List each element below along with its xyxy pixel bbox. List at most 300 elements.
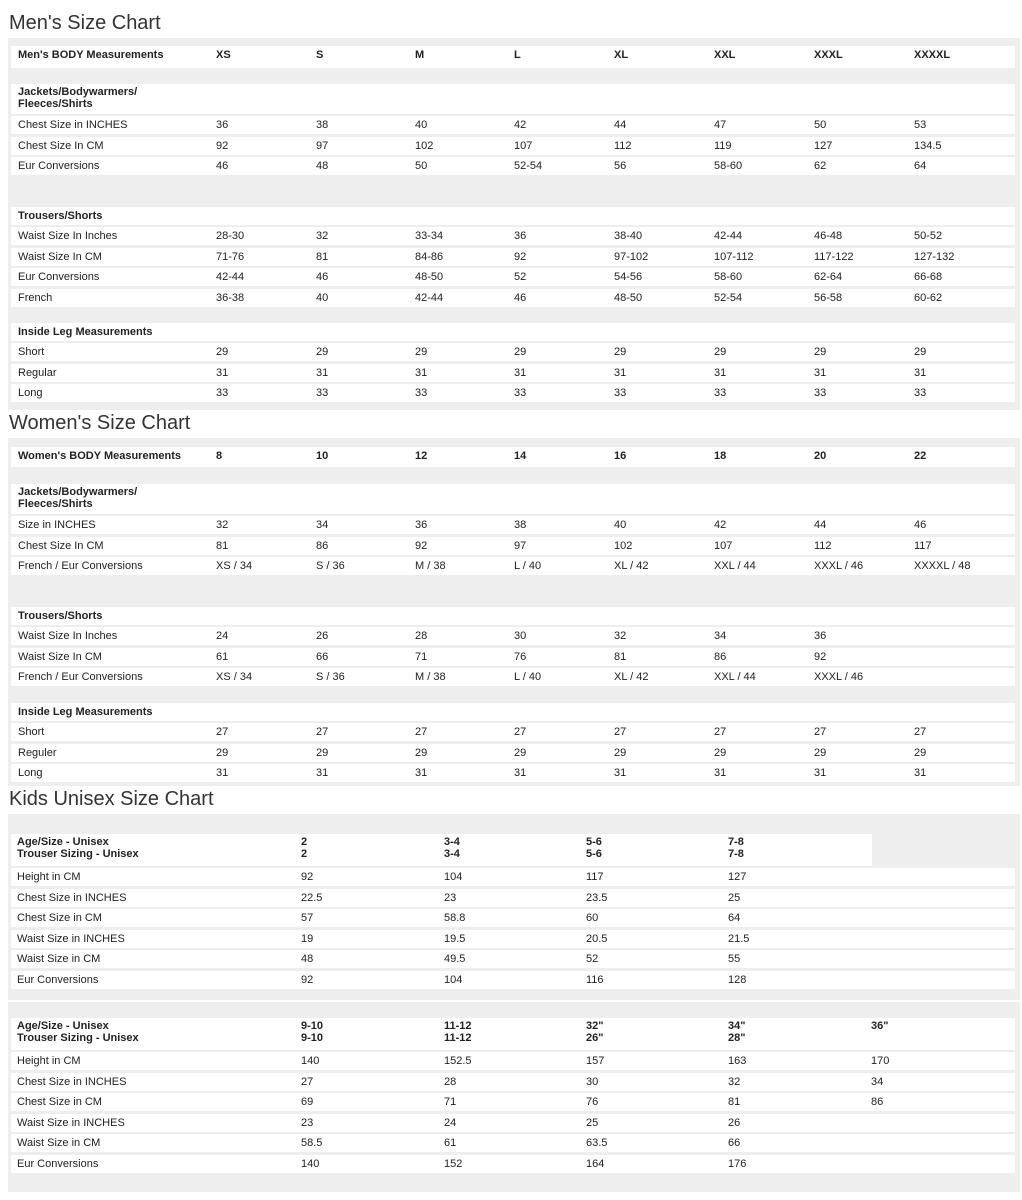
row-label: Women's BODY Measurements <box>18 450 181 462</box>
cell-value: 92 <box>216 139 229 152</box>
header-line1: 32" <box>586 1020 604 1032</box>
cell-value: L <box>514 49 521 61</box>
row-label: French <box>18 291 53 304</box>
cell-value: 57 <box>301 912 314 924</box>
cell-value: 81 <box>316 250 329 263</box>
header-line2: 5-6 <box>586 848 602 860</box>
cell-value <box>871 1020 888 1032</box>
header-line2: 9-10 <box>301 1032 324 1044</box>
header-line2: Trouser Sizing - Unisex <box>17 1032 139 1044</box>
header-line1: 36" <box>871 1020 889 1032</box>
cell-value: 71-76 <box>216 250 245 263</box>
cell-value: 50-52 <box>914 230 943 242</box>
cell-value: 46-48 <box>814 230 843 242</box>
header-line2: 7-8 <box>728 848 744 860</box>
cell-value: 42-44 <box>714 230 743 242</box>
cell-value: 170 <box>871 1055 890 1067</box>
cell-value: 50 <box>814 119 827 131</box>
cell-value: XS / 34 <box>216 671 253 683</box>
cell-value: 66 <box>728 1137 741 1149</box>
header-line1: Age/Size - Unisex <box>17 836 109 848</box>
section-heading: Inside Leg Measurements <box>18 706 153 718</box>
cell-value: 55 <box>728 953 741 965</box>
cell-value <box>728 1020 745 1044</box>
section-heading <box>18 86 137 110</box>
cell-value: 14 <box>514 450 527 462</box>
cell-value: 31 <box>415 767 428 779</box>
cell-value: S <box>316 49 324 61</box>
cell-value: 42-44 <box>216 271 245 283</box>
cell-value: 31 <box>216 767 229 779</box>
cell-value: S / 36 <box>316 671 345 683</box>
cell-value: 27 <box>814 726 827 738</box>
table-row <box>11 116 1015 134</box>
cell-value: 128 <box>728 973 747 986</box>
cell-value: L / 40 <box>514 671 542 683</box>
cell-value: 27 <box>216 726 229 738</box>
cell-value: 52 <box>586 953 599 965</box>
cell-value: 32 <box>614 630 627 642</box>
cell-value: 56-58 <box>814 291 843 304</box>
cell-value: XXXL / 46 <box>814 671 864 683</box>
cell-value: 54-56 <box>614 271 643 283</box>
cell-value: 23 <box>444 891 457 904</box>
cell-value: 34 <box>714 630 727 642</box>
cell-value: 134.5 <box>914 139 942 152</box>
header-line2: 28" <box>728 1032 746 1044</box>
cell-value: 92 <box>814 650 827 663</box>
mens-jackets-heading <box>11 84 1015 114</box>
cell-value: 46 <box>514 291 527 304</box>
cell-value: 64 <box>728 912 741 924</box>
cell-value: 29 <box>216 346 229 358</box>
row-label: Eur Conversions <box>17 973 99 986</box>
cell-value: 42-44 <box>415 291 444 304</box>
cell-value: 31 <box>415 366 428 379</box>
womens-chart-title: Women's Size Chart <box>9 412 191 434</box>
cell-value: 31 <box>814 767 827 779</box>
cell-value: 117 <box>914 539 932 552</box>
cell-value: S / 36 <box>316 560 345 572</box>
cell-value: 29 <box>714 346 727 358</box>
cell-value: 31 <box>714 366 727 379</box>
cell-value: 140 <box>301 1157 320 1170</box>
cell-value: 58-60 <box>714 271 743 283</box>
table-row <box>11 1052 1015 1070</box>
table-row <box>11 516 1015 534</box>
cell-value: 33 <box>216 387 229 399</box>
cell-value: 33 <box>514 387 527 399</box>
table-row <box>11 723 1015 741</box>
table-row <box>11 950 1015 968</box>
cell-value: 22 <box>914 450 927 462</box>
cell-value: 38 <box>316 119 329 131</box>
cell-value: 20.5 <box>586 932 608 945</box>
cell-value: 24 <box>444 1116 457 1129</box>
cell-value: 27 <box>415 726 428 738</box>
cell-value: 127 <box>814 139 833 152</box>
cell-value: 27 <box>714 726 727 738</box>
cell-value: 31 <box>914 767 927 779</box>
cell-value: 10 <box>316 450 329 462</box>
cell-value: 60 <box>586 912 599 924</box>
cell-value: 58.5 <box>301 1137 323 1149</box>
table-row <box>11 627 1015 645</box>
table-row <box>11 227 1015 245</box>
cell-value: 102 <box>614 539 633 552</box>
cell-value: 33 <box>614 387 627 399</box>
cell-value: 176 <box>728 1157 747 1170</box>
cell-value: 53 <box>914 119 927 131</box>
row-label: Chest Size In CM <box>18 539 104 552</box>
cell-value: 29 <box>914 346 927 358</box>
cell-value: 28 <box>444 1075 457 1088</box>
cell-value <box>728 836 744 860</box>
cell-value: 34 <box>871 1075 884 1088</box>
row-label: French / Eur Conversions <box>18 560 143 572</box>
table-row <box>11 1114 1015 1132</box>
cell-value <box>444 1020 472 1044</box>
cell-value: 48-50 <box>614 291 643 304</box>
cell-value: 29 <box>514 346 527 358</box>
cell-value: 152.5 <box>444 1055 472 1067</box>
cell-value: 152 <box>444 1157 463 1170</box>
cell-value: 44 <box>614 119 627 131</box>
cell-value: 44 <box>814 519 827 531</box>
cell-value: 32 <box>728 1075 741 1088</box>
cell-value: 18 <box>714 450 727 462</box>
cell-value: 97 <box>514 539 527 552</box>
row-label <box>17 1020 139 1044</box>
cell-value: 48 <box>301 953 314 965</box>
table-row <box>11 248 1015 266</box>
table-row <box>11 868 1015 886</box>
cell-value: 29 <box>316 746 329 759</box>
header-line1: 2 <box>301 836 308 848</box>
cell-value: 12 <box>415 450 428 462</box>
row-label: Waist Size In Inches <box>18 630 118 642</box>
row-label: Waist Size In CM <box>18 650 102 663</box>
header-line2: 11-12 <box>444 1032 472 1044</box>
cell-value: 28 <box>415 630 428 642</box>
table-row <box>11 384 1015 402</box>
cell-value: 52 <box>514 271 527 283</box>
cell-value: 97-102 <box>614 250 649 263</box>
womens-jackets-heading <box>11 484 1015 514</box>
cell-value: 36 <box>216 119 229 131</box>
cell-value: 46 <box>316 271 329 283</box>
header-line2: 3-4 <box>444 848 460 860</box>
mens-leg-heading <box>11 323 1015 341</box>
cell-value: 50 <box>415 160 428 172</box>
table-row <box>11 648 1015 666</box>
cell-value: 36-38 <box>216 291 245 304</box>
header-line2: 26" <box>586 1032 604 1044</box>
cell-value: 36 <box>415 519 428 531</box>
cell-value: 19.5 <box>444 932 466 945</box>
row-label: Short <box>18 346 45 358</box>
row-label: Eur Conversions <box>18 271 100 283</box>
cell-value: 102 <box>415 139 434 152</box>
row-label: Eur Conversions <box>17 1157 99 1170</box>
row-label: Waist Size in INCHES <box>17 1116 125 1129</box>
cell-value <box>301 836 307 860</box>
cell-value: 117-122 <box>814 250 854 263</box>
section-heading: Inside Leg Measurements <box>18 326 153 338</box>
row-label: Height in CM <box>17 871 81 883</box>
cell-value: 30 <box>586 1075 599 1088</box>
cell-value: 81 <box>216 539 229 552</box>
cell-value <box>586 1020 603 1044</box>
cell-value: 107 <box>714 539 733 552</box>
table-row <box>11 364 1015 382</box>
cell-value: 119 <box>714 139 732 152</box>
cell-value: 127 <box>728 871 747 883</box>
cell-value: 29 <box>216 746 229 759</box>
cell-value: 32 <box>216 519 229 531</box>
cell-value: 86 <box>714 650 727 663</box>
cell-value: XXXL / 46 <box>814 560 864 572</box>
row-label: Long <box>18 767 43 779</box>
cell-value: 40 <box>614 519 627 531</box>
cell-value: 31 <box>514 366 527 379</box>
cell-value: XL / 42 <box>614 671 649 683</box>
cell-value: XXL / 44 <box>714 560 756 572</box>
cell-value: 31 <box>714 767 727 779</box>
cell-value: 127-132 <box>914 250 955 263</box>
womens-leg-heading <box>11 703 1015 721</box>
cell-value: 62 <box>814 160 827 172</box>
cell-value: 27 <box>316 726 329 738</box>
cell-value: 81 <box>728 1096 741 1108</box>
cell-value: 92 <box>301 973 314 986</box>
cell-value: 31 <box>316 366 329 379</box>
cell-value: 76 <box>514 650 527 663</box>
cell-value: 116 <box>586 973 604 986</box>
row-label: Chest Size In CM <box>18 139 104 152</box>
row-label: Waist Size in CM <box>17 953 101 965</box>
cell-value: 29 <box>914 746 927 759</box>
header-line2: Trouser Sizing - Unisex <box>17 848 139 860</box>
cell-value: 92 <box>514 250 527 263</box>
kids-chart-title: Kids Unisex Size Chart <box>9 788 214 810</box>
cell-value: 29 <box>614 746 627 759</box>
cell-value: XL / 42 <box>614 560 649 572</box>
table-row <box>11 137 1015 155</box>
cell-value: XXL / 44 <box>714 671 756 683</box>
row-label: Chest Size in CM <box>17 912 102 924</box>
row-label: Short <box>18 726 45 738</box>
section-heading-line1: Jackets/Bodywarmers/ <box>18 86 138 98</box>
table-row <box>11 1073 1015 1091</box>
cell-value: 27 <box>514 726 527 738</box>
cell-value: 33 <box>316 387 329 399</box>
cell-value: M / 38 <box>415 560 446 572</box>
cell-value: 97 <box>316 139 329 152</box>
cell-value: 47 <box>714 119 727 131</box>
cell-value: L / 40 <box>514 560 542 572</box>
cell-value: 31 <box>316 767 329 779</box>
cell-value: 26 <box>728 1116 741 1129</box>
row-label: Waist Size in CM <box>17 1137 101 1149</box>
cell-value: 29 <box>614 346 627 358</box>
cell-value: 31 <box>514 767 527 779</box>
cell-value: 81 <box>614 650 627 663</box>
cell-value: 40 <box>415 119 428 131</box>
cell-value: 76 <box>586 1096 599 1108</box>
row-label: Men's BODY Measurements <box>18 49 164 61</box>
cell-value: 36 <box>814 630 827 642</box>
cell-value: XXXL <box>814 49 843 61</box>
mens-header-row <box>11 46 1015 68</box>
cell-value: 92 <box>301 871 314 883</box>
row-label <box>17 836 139 860</box>
row-label: Regular <box>18 366 57 379</box>
cell-value <box>444 836 460 860</box>
table-row <box>11 537 1015 555</box>
cell-value: 25 <box>586 1116 599 1129</box>
table-row <box>11 930 1015 948</box>
cell-value: 86 <box>316 539 329 552</box>
cell-value: 46 <box>216 160 229 172</box>
cell-value: 34 <box>316 519 329 531</box>
table-row <box>11 909 1015 927</box>
table-row <box>11 289 1015 307</box>
cell-value: 33 <box>914 387 927 399</box>
table-row <box>11 971 1015 989</box>
cell-value: 66 <box>316 650 329 663</box>
table-row <box>11 1134 1015 1152</box>
row-label: French / Eur Conversions <box>18 671 143 683</box>
row-label: Long <box>18 387 43 399</box>
cell-value: M / 38 <box>415 671 446 683</box>
header-line1: Age/Size - Unisex <box>17 1020 109 1032</box>
cell-value: 63.5 <box>586 1137 608 1149</box>
cell-value: XXXXL <box>914 49 951 61</box>
cell-value: 112 <box>814 539 832 552</box>
cell-value: 29 <box>814 746 827 759</box>
cell-value: 33-34 <box>415 230 444 242</box>
cell-value: 25 <box>728 891 741 904</box>
section-heading: Trousers/Shorts <box>18 210 103 222</box>
cell-value: 52-54 <box>514 160 543 172</box>
cell-value: 58-60 <box>714 160 743 172</box>
row-label: Waist Size In Inches <box>18 230 118 242</box>
table-row <box>11 889 1015 907</box>
table-row <box>11 157 1015 175</box>
table-row <box>11 557 1015 575</box>
cell-value: 164 <box>586 1157 605 1170</box>
section-heading-line2: Fleeces/Shirts <box>18 98 93 110</box>
cell-value: 22.5 <box>301 891 323 904</box>
cell-value: 27 <box>301 1075 314 1088</box>
section-heading <box>18 486 137 510</box>
row-label: Chest Size in INCHES <box>17 1075 127 1088</box>
cell-value <box>586 836 602 860</box>
cell-value: 71 <box>444 1096 457 1108</box>
cell-value: M <box>415 49 425 61</box>
cell-value: 104 <box>444 973 463 986</box>
row-label: Eur Conversions <box>18 160 100 172</box>
header-line1: 3-4 <box>444 836 460 848</box>
header-line1: 34" <box>728 1020 746 1032</box>
kids-table2-header-row <box>11 1018 1015 1050</box>
row-label: Waist Size in INCHES <box>17 932 125 945</box>
header-line1: 11-12 <box>444 1020 472 1032</box>
table-row <box>11 1093 1015 1111</box>
cell-value: 163 <box>728 1055 747 1067</box>
cell-value: 60-62 <box>914 291 943 304</box>
cell-value: 23 <box>301 1116 314 1129</box>
cell-value: 49.5 <box>444 953 466 965</box>
row-label: Chest Size in INCHES <box>17 891 127 904</box>
cell-value: 112 <box>614 139 632 152</box>
cell-value: 27 <box>914 726 927 738</box>
cell-value: 62-64 <box>814 271 843 283</box>
cell-value: 84-86 <box>415 250 444 263</box>
womens-trousers-heading <box>11 607 1015 625</box>
cell-value: 29 <box>415 346 428 358</box>
header-line1: 7-8 <box>728 836 744 848</box>
row-label: Chest Size in INCHES <box>18 119 128 131</box>
cell-value: 27 <box>614 726 627 738</box>
cell-value: 33 <box>714 387 727 399</box>
cell-value: 48-50 <box>415 271 444 283</box>
row-label: Height in CM <box>17 1055 81 1067</box>
cell-value: 66-68 <box>914 271 943 283</box>
cell-value: 58.8 <box>444 912 466 924</box>
table-row <box>11 1155 1015 1173</box>
mens-chart-title: Men's Size Chart <box>9 12 161 34</box>
header-line1: 5-6 <box>586 836 602 848</box>
cell-value: 31 <box>914 366 927 379</box>
cell-value: 69 <box>301 1096 314 1108</box>
cell-value: 29 <box>415 746 428 759</box>
header-line1: 9-10 <box>301 1020 324 1032</box>
cell-value: 20 <box>814 450 827 462</box>
cell-value: 117 <box>586 871 604 883</box>
cell-value: 8 <box>216 450 223 462</box>
cell-value: 31 <box>814 366 827 379</box>
cell-value: 29 <box>814 346 827 358</box>
cell-value: 42 <box>714 519 727 531</box>
cell-value: 23.5 <box>586 891 608 904</box>
cell-value: 48 <box>316 160 329 172</box>
cell-value: 29 <box>514 746 527 759</box>
table-row <box>11 343 1015 361</box>
cell-value: 42 <box>514 119 527 131</box>
row-label: Size in INCHES <box>18 519 96 531</box>
row-label: Waist Size In CM <box>18 250 102 263</box>
cell-value: 61 <box>216 650 229 663</box>
kids-table1-header-row <box>11 834 872 866</box>
cell-value: 157 <box>586 1055 605 1067</box>
womens-header-row <box>11 447 1015 467</box>
cell-value: 107-112 <box>714 250 754 263</box>
cell-value: 21.5 <box>728 932 750 945</box>
cell-value: 31 <box>614 767 627 779</box>
section-heading-line1: Jackets/Bodywarmers/ <box>18 486 138 498</box>
cell-value: 52-54 <box>714 291 743 304</box>
cell-value: 56 <box>614 160 627 172</box>
cell-value: 104 <box>444 871 463 883</box>
cell-value: 32 <box>316 230 329 242</box>
cell-value: XS / 34 <box>216 560 253 572</box>
cell-value: 107 <box>514 139 533 152</box>
cell-value: 92 <box>415 539 428 552</box>
cell-value: 71 <box>415 650 428 663</box>
cell-value: 33 <box>814 387 827 399</box>
